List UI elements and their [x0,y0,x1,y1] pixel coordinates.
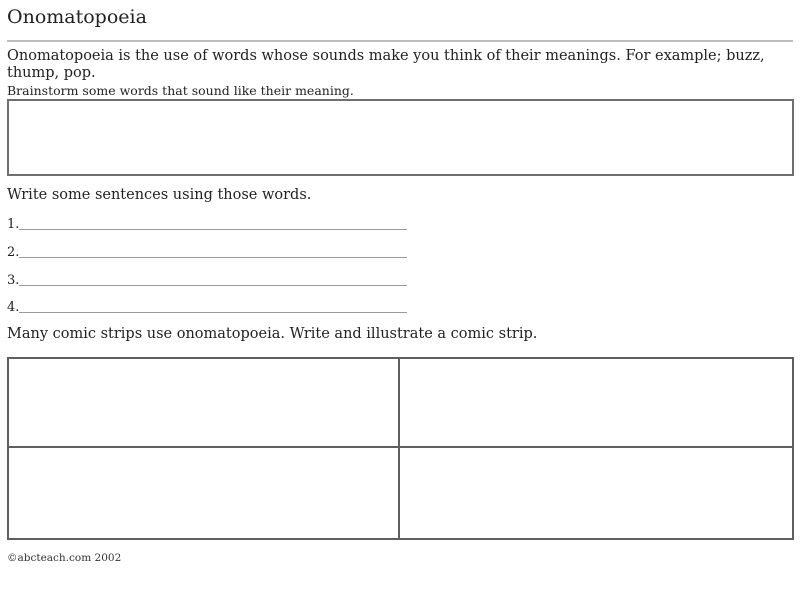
sentence-line-4[interactable] [7,297,407,315]
line-number: 2. [7,245,20,260]
sentences-label: Write some sentences using those words. [7,187,312,203]
comic-panel-1[interactable] [9,359,400,448]
line-number: 4. [7,300,20,315]
comic-strip-label: Many comic strips use onomatopoeia. Write and illustrate a comic strip. [7,326,538,342]
sentence-blank[interactable] [19,229,407,230]
intro-paragraph: Onomatopoeia is the use of words whose sounds make you think of their meanings. For example; buzz, thump, pop. [7,48,765,81]
sentence-blank[interactable] [19,257,407,258]
comic-panel-3[interactable] [9,448,400,538]
sentence-blank[interactable] [19,312,407,313]
line-number: 3. [7,273,20,288]
page-title: Onomatopoeia [7,6,147,28]
copyright-footer: ©abcteach.com 2002 [7,552,122,564]
title-divider [7,40,793,42]
sentence-line-1[interactable] [7,214,407,232]
sentence-line-3[interactable] [7,270,407,288]
line-number: 1. [7,217,20,232]
brainstorm-box[interactable] [7,99,794,176]
sentence-blank[interactable] [19,285,407,286]
comic-panel-2[interactable] [400,359,792,448]
sentence-line-2[interactable] [7,242,407,260]
brainstorm-label: Brainstorm some words that sound like their meaning. [7,83,354,98]
comic-strip-grid [7,357,794,540]
comic-panel-4[interactable] [400,448,792,538]
